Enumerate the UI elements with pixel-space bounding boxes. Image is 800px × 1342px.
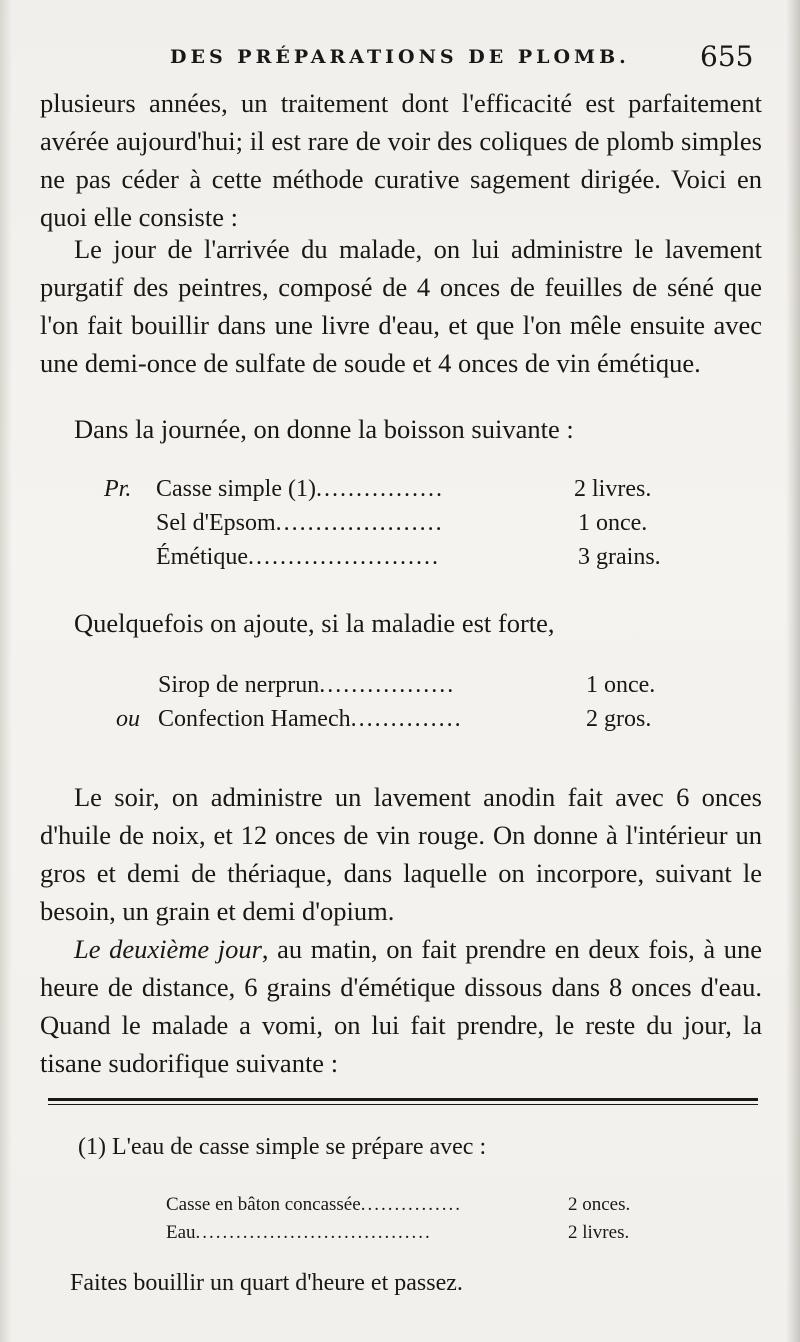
recipe-addition xyxy=(110,672,770,752)
page-number: 655 xyxy=(700,40,754,73)
dot-leader: ................ xyxy=(315,476,444,502)
recipe-line xyxy=(158,672,455,699)
recipe-line xyxy=(156,544,440,571)
footnote-line xyxy=(166,1194,462,1216)
dot-leader: ..................... xyxy=(275,510,444,536)
dot-leader: .............. xyxy=(350,706,463,732)
recipe-alternative: ou xyxy=(116,706,140,732)
recipe-prefix: Pr. xyxy=(104,476,132,502)
ingredient-name: Casse simple (1) xyxy=(156,476,316,502)
footnote-rule xyxy=(48,1098,758,1101)
page-edge-shadow xyxy=(786,0,800,1342)
footnote-heading: (1) L'eau de casse simple se prépare avec : xyxy=(78,1134,487,1160)
dot-leader: ................................... xyxy=(195,1222,432,1243)
recipe-line xyxy=(156,476,444,503)
ingredient-quantity: 1 once. xyxy=(578,510,648,536)
footnote-closing: Faites bouillir un quart d'heure et passez. xyxy=(70,1270,463,1296)
paragraph-text: plusieurs années, un traitement dont l'efficacité est parfaitement avérée aujourd'hui; il est rare de voir des coliques de plomb simples ne pas céder à cette méthode curative sagement dirigée. Voici en quoi elle consiste : xyxy=(40,88,762,232)
paragraph-text: Quelquefois on ajoute, si la maladie est forte, xyxy=(74,608,555,638)
paragraph-text: Le jour de l'arrivée du malade, on lui administre le lavement purgatif des peintres, composé de 4 onces de feuilles de séné que l'on fait bouillir dans une livre d'eau, et que l'on mêle ensuite avec une demi-once de sulfate de soude et 4 onces de vin émétique. xyxy=(40,234,762,378)
ingredient-name: Confection Hamech xyxy=(158,706,351,732)
footnote-rule-thin xyxy=(48,1104,758,1105)
ingredient-name: Sel d'Epsom xyxy=(156,510,276,536)
paragraph-sometimes xyxy=(40,604,762,642)
ingredient-quantity: 2 livres. xyxy=(568,1222,630,1243)
paragraph-drink-intro xyxy=(40,410,762,448)
ingredient-name: Casse en bâton concassée xyxy=(166,1194,361,1215)
ingredient-name: Eau xyxy=(166,1222,196,1243)
recipe-line xyxy=(156,510,444,537)
paragraph-text: Le soir, on administre un lavement anodin fait avec 6 onces d'huile de noix, et 12 onces de vin rouge. On donne à l'intérieur un gros et demi de thériaque, dans laquelle on incorpore, suivant le besoin, un grain et demi d'opium. xyxy=(40,782,762,926)
paragraph-evening-and-day-two xyxy=(40,778,762,1082)
paragraph-first-day xyxy=(40,230,762,382)
ingredient-quantity: 2 gros. xyxy=(586,706,652,732)
running-head: DES PRÉPARATIONS DE PLOMB. xyxy=(170,46,630,68)
footnote-recipe xyxy=(166,1194,766,1254)
paragraph-text: Dans la journée, on donne la boisson suivante : xyxy=(74,414,574,444)
ingredient-quantity: 1 once. xyxy=(586,672,656,698)
page-gutter-shadow xyxy=(0,0,12,1342)
recipe-drink xyxy=(104,476,764,596)
dot-leader: ........................ xyxy=(247,544,440,570)
recipe-line xyxy=(158,706,463,733)
ingredient-name: Émétique xyxy=(156,544,248,570)
paragraph-continuation xyxy=(40,84,762,236)
ingredient-quantity: 3 grains. xyxy=(578,544,661,570)
paragraph-day-two xyxy=(40,930,762,1082)
paragraph-text: , au matin, on fait prendre en deux fois, à une heure de distance, 6 grains d'émétique dissous dans 8 onces d'eau. Quand le malade a vomi, on lui fait prendre, le reste du jour, la tisane sudorifique suivante : xyxy=(40,934,762,1078)
ingredient-quantity: 2 livres. xyxy=(574,476,652,502)
dot-leader: ............... xyxy=(360,1194,462,1215)
ingredient-name: Sirop de nerprun xyxy=(158,672,320,698)
footnote-line xyxy=(166,1222,432,1244)
dot-leader: ................. xyxy=(319,672,456,698)
day-two-heading: Le deuxième jour xyxy=(74,934,262,964)
ingredient-quantity: 2 onces. xyxy=(568,1194,631,1215)
